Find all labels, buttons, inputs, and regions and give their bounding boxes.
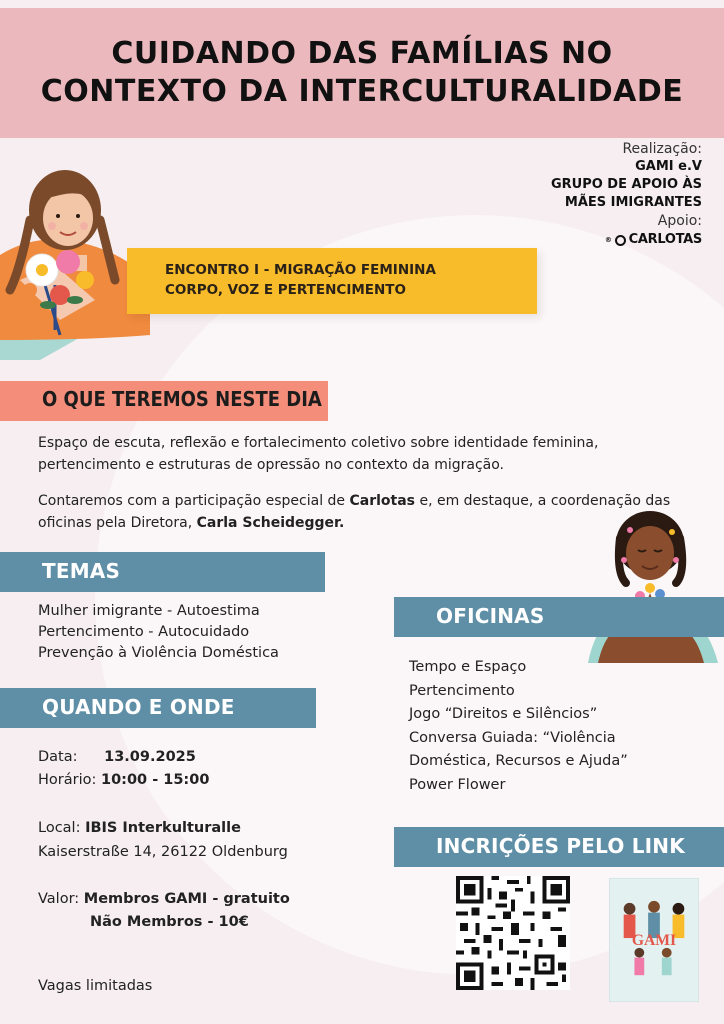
registration-qr-code[interactable]: [456, 876, 570, 990]
description-paragraph: Espaço de escuta, reflexão e fortalecimento coletivo sobre identidade feminina, pertencimento e estruturas de opressão no contexto da migração.: [38, 435, 599, 473]
org-name-line1: GAMI e.V: [635, 159, 702, 174]
org-name-line3: MÃES IMIGRANTES: [564, 195, 702, 210]
price-non-members: Não Membros - 10€: [90, 914, 249, 930]
carlotas-name: Carlotas: [349, 493, 415, 509]
section-header-inscricoes: [394, 827, 724, 867]
date-label: Data:: [38, 749, 78, 765]
time-value: 10:00 - 15:00: [100, 772, 210, 788]
carlotas-wordmark: CARLOTAS: [628, 232, 702, 247]
oficinas-list: [409, 656, 628, 797]
oficinas-item: Power Flower: [409, 776, 506, 793]
oficinas-item: Conversa Guiada: “Violência: [409, 729, 616, 746]
oficinas-item: Jogo “Direitos e Silêncios”: [409, 706, 598, 722]
realizacao-label: Realização:: [622, 141, 702, 157]
time-row: [38, 769, 209, 791]
woman-praying-illustration: [578, 498, 724, 663]
location-label: Local:: [38, 820, 81, 836]
location-row: [38, 817, 241, 839]
oficinas-item: Tempo e Espaço: [409, 659, 527, 675]
location-value: IBIS Interkulturalle: [85, 820, 241, 836]
participation-text-c: e, em destaque, a coordenação das oficinas pela Diretora,: [38, 493, 671, 531]
event-banner: [127, 248, 537, 314]
date-value: 13.09.2025: [104, 749, 196, 765]
temas-heading: TEMAS: [42, 559, 121, 583]
oficinas-item: Pertencimento: [409, 682, 515, 699]
credits-block: [551, 140, 702, 249]
limited-spots-text: Vagas limitadas: [38, 978, 153, 994]
org-name-line2: GRUPO DE APOIO ÀS: [550, 177, 702, 192]
apoio-label: Apoio:: [657, 213, 702, 229]
event-title-line1: ENCONTRO I - MIGRAÇÃO FEMININA: [165, 262, 436, 278]
participation-text-a: Contaremos com a participação especial de: [38, 493, 350, 509]
o-que-teremos-heading: O QUE TEREMOS NESTE DIA: [42, 387, 322, 411]
gami-family-illustration: [610, 879, 698, 1001]
section-header-temas: [0, 552, 325, 592]
section-header-quando-onde: [0, 688, 316, 728]
temas-item: Prevenção à Violência Doméstica: [38, 645, 279, 661]
registered-mark: ®: [604, 236, 612, 244]
date-row: [38, 746, 196, 768]
time-label: Horário:: [38, 772, 97, 788]
carlotas-circle-icon: [615, 235, 626, 246]
page-title-line2: CONTEXTO DA INTERCULTURALIDADE: [40, 74, 684, 109]
title-banner: [0, 8, 724, 138]
oficinas-item: Doméstica, Recursos e Ajuda”: [409, 753, 628, 769]
price-non-members-row: [90, 911, 249, 933]
oficinas-heading: OFICINAS: [436, 604, 545, 628]
temas-list: [38, 601, 279, 664]
gami-logo-text: GAMI: [631, 931, 677, 949]
quando-onde-heading: QUANDO E ONDE: [42, 695, 235, 719]
price-members: Membros GAMI - gratuito: [83, 891, 290, 907]
section-header-oficinas: [394, 597, 724, 637]
event-title-line2: CORPO, VOZ E PERTENCIMENTO: [165, 282, 406, 298]
gami-logo-image: [609, 878, 699, 1002]
director-name: Carla Scheidegger.: [196, 515, 345, 531]
address-text: Kaiserstraße 14, 26122 Oldenburg: [38, 844, 288, 860]
temas-item: Mulher imigrante - Autoestima: [38, 603, 260, 619]
price-row: [38, 888, 290, 910]
inscricoes-heading: INCRIÇÕES PELO LINK: [436, 834, 685, 858]
section-header-o-que-teremos: [0, 381, 328, 421]
page-title-line1: CUIDANDO DAS FAMÍLIAS NO: [111, 36, 613, 71]
temas-item: Pertencimento - Autocuidado: [38, 624, 250, 640]
price-label: Valor:: [38, 891, 80, 907]
carlotas-logo: [605, 231, 702, 249]
